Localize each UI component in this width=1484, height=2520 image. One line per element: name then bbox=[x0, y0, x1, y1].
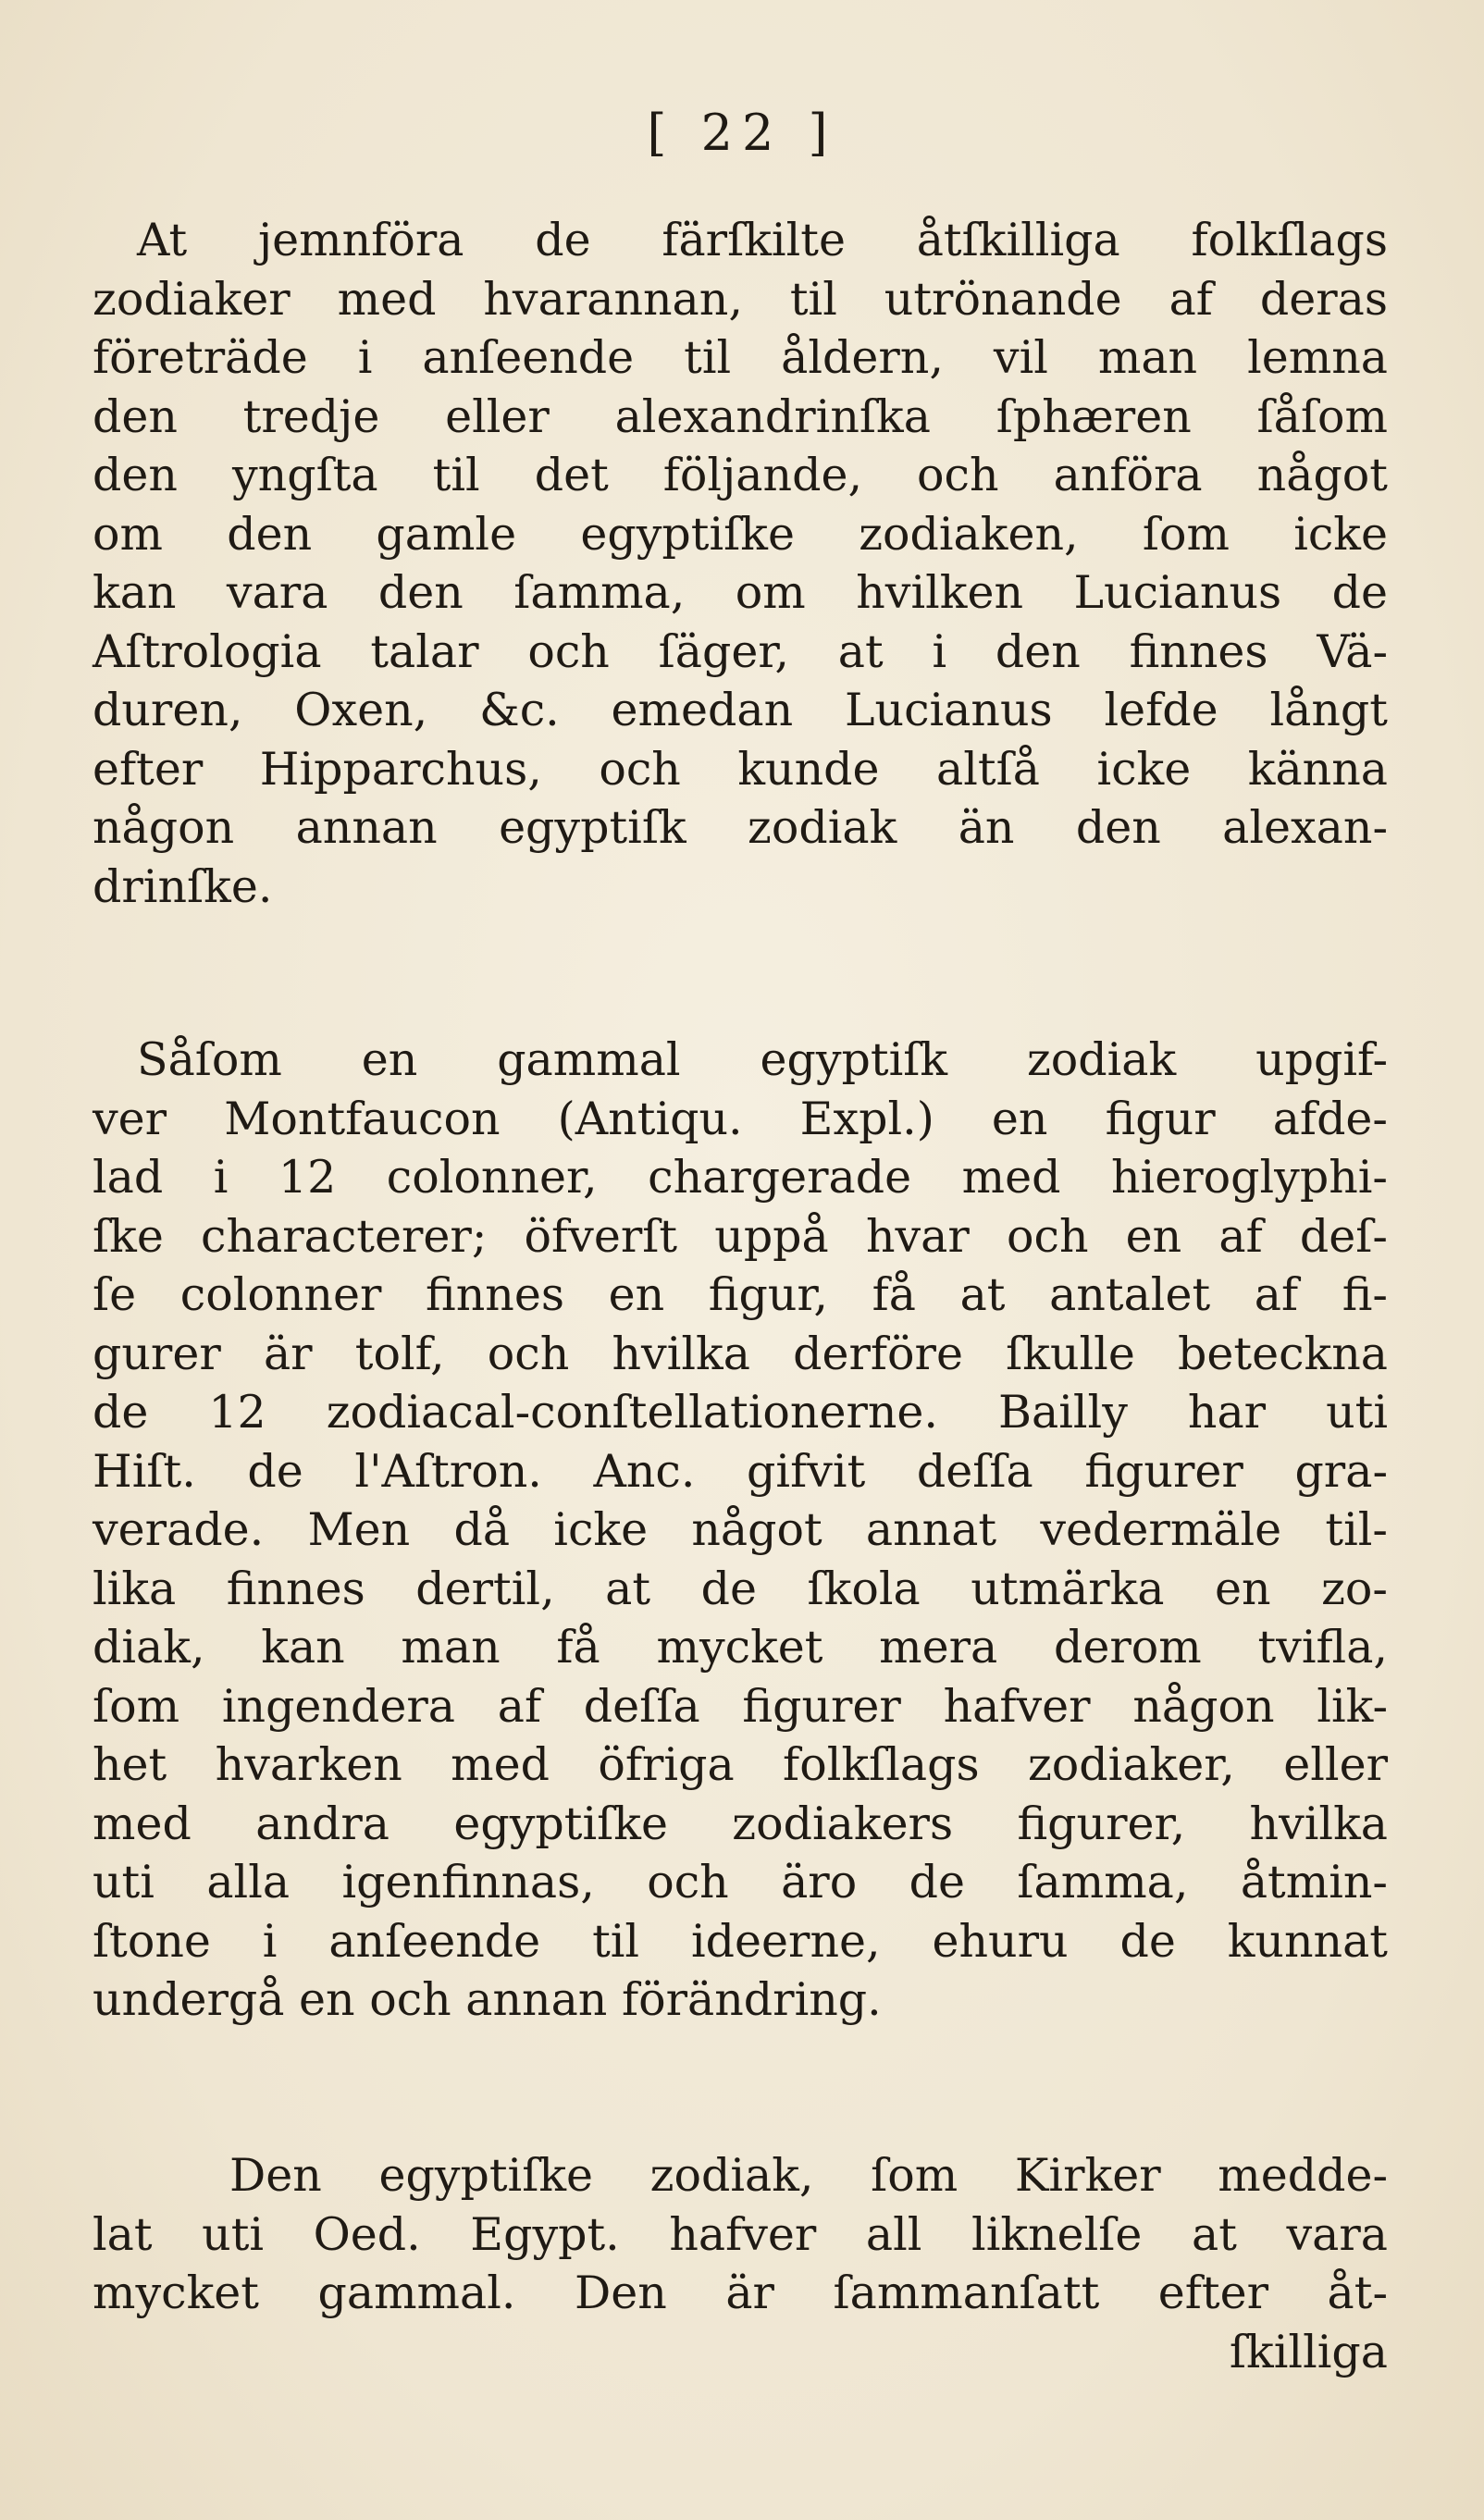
text-line: kan vara den ſamma, om hvilken Lucianus de bbox=[93, 566, 1388, 619]
text-line: diak, kan man få mycket mera derom tvifla, bbox=[93, 1621, 1388, 1674]
text-line: ver Montfaucon (Antiqu. Expl.) en figur afde- bbox=[93, 1092, 1388, 1145]
text-line: lad i 12 colonner, chargerade med hieroglyphi- bbox=[93, 1151, 1388, 1204]
text-line: efter Hipparchus, och kunde altſå icke känna bbox=[93, 742, 1388, 796]
text-line: gurer är tolf, och hvilka derföre ſkulle beteckna bbox=[93, 1327, 1388, 1380]
text-line: den yngſta til det följande, och anföra något bbox=[93, 449, 1388, 501]
text-line: de 12 zodiacal-conſtellationerne. Bailly har uti bbox=[93, 1386, 1388, 1439]
text-line: om den gamle egyptiſke zodiaken, ſom icke bbox=[93, 507, 1388, 561]
page-number: [ 22 ] bbox=[647, 104, 837, 162]
text-line: undergå en och annan förändring. bbox=[93, 1973, 882, 2026]
text-line: Den egyptiſke zodiak, ſom Kirker medde- bbox=[229, 2149, 1388, 2202]
text-line: At jemnföra de färſkilte åtſkilliga folkſlags bbox=[137, 214, 1388, 266]
text-line: den tredje eller alexandrinſka ſphæren ſåſom bbox=[93, 389, 1388, 443]
text-line: med andra egyptiſke zodiakers figurer, hvilka bbox=[93, 1797, 1388, 1850]
text-line: verade. Men då icke något annat vedermäle til- bbox=[93, 1503, 1388, 1556]
text-line: lika finnes dertil, at de ſkola utmärka en zo- bbox=[93, 1562, 1388, 1615]
text-line: uti alla igenfinnas, och äro de ſamma, åtmin- bbox=[93, 1856, 1388, 1909]
text-line: Såſom en gammal egyptiſk zodiak upgif- bbox=[137, 1033, 1388, 1086]
text-line: ſke characterer; öfverſt uppå hvar och en af deſ- bbox=[93, 1209, 1388, 1263]
text-line: lat uti Oed. Egypt. hafver all liknelſe at vara bbox=[93, 2207, 1388, 2261]
text-line: duren, Oxen, &c. emedan Lucianus lefde långt bbox=[93, 684, 1388, 736]
text-line: Hiſt. de l'Aſtron. Anc. gifvit deſſa figurer gra- bbox=[93, 1444, 1388, 1498]
text-line: mycket gammal. Den är ſammanſatt efter åt- bbox=[93, 2267, 1388, 2319]
text-line: ſom ingendera af deſſa figurer hafver någon lik- bbox=[93, 1679, 1388, 1733]
text-line: zodiaker med hvarannan, til utrönande af deras bbox=[93, 272, 1388, 326]
catchword: ſkilliga bbox=[1229, 2325, 1388, 2378]
paragraph-3 bbox=[93, 2146, 1388, 2381]
text-line: drinſke. bbox=[93, 859, 273, 913]
text-line: ſe colonner finnes en figur, få at antalet af fi- bbox=[93, 1268, 1388, 1321]
text-line: företräde i anſeende til åldern, vil man lemna bbox=[93, 331, 1388, 384]
text-line: het hvarken med öfriga folkſlags zodiaker, eller bbox=[93, 1738, 1388, 1791]
text-line: ſtone i anſeende til ideerne, ehuru de kunnat bbox=[93, 1914, 1388, 1968]
text-line: Aſtrologia talar och ſäger, at i den finnes Vä- bbox=[93, 624, 1388, 678]
paragraph-1 bbox=[93, 211, 1388, 916]
text-line: någon annan egyptiſk zodiak än den alexan- bbox=[93, 801, 1388, 854]
paragraph-2 bbox=[93, 1031, 1388, 2030]
